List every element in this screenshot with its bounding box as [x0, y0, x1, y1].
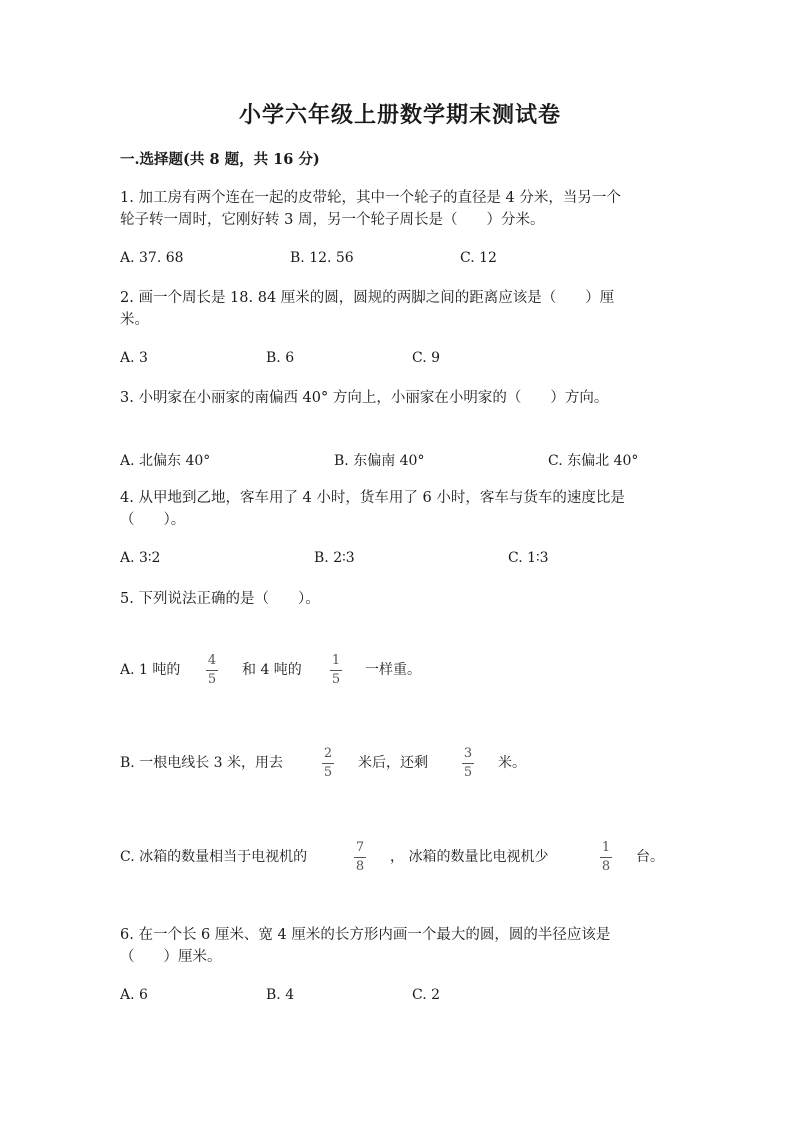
question-5-option-a-prefix: A. 1 吨的: [120, 662, 181, 678]
question-5-line1: 5. 下列说法正确的是（ ）。: [120, 591, 320, 607]
fraction-denominator: 8: [355, 859, 365, 874]
question-3-option-b: B. 东偏南 40°: [334, 453, 425, 469]
fraction-numerator: 4: [207, 653, 217, 668]
question-5-option-b-prefix: B. 一根电线长 3 米，用去: [120, 755, 283, 771]
question-5-option-b-mid: 米后，还剩: [358, 755, 428, 771]
fraction-numerator: 1: [331, 653, 341, 668]
question-4-option-b: B. 2∶3: [314, 550, 355, 566]
fraction-bar: [354, 857, 366, 858]
question-5-option-c-suffix: 台。: [636, 849, 664, 865]
question-1-text: [120, 187, 621, 231]
fraction-numerator: 1: [601, 840, 611, 855]
fraction-denominator: 5: [207, 672, 217, 687]
question-3-line1: 3. 小明家在小丽家的南偏西 40° 方向上，小丽家在小明家的（ ）方向。: [120, 390, 609, 406]
question-6-text: [120, 924, 610, 968]
question-2-line2: 米。: [120, 312, 149, 328]
fraction: [329, 654, 343, 687]
fraction-numerator: 7: [355, 840, 365, 855]
question-5-option-a-mid: 和 4 吨的: [242, 662, 302, 678]
question-5-option-b-suffix: 米。: [498, 755, 526, 771]
question-1-option-c: C. 12: [460, 250, 497, 266]
question-3-option-a: A. 北偏东 40°: [120, 453, 211, 469]
fraction-denominator: 5: [323, 765, 333, 780]
fraction-bar: [600, 857, 612, 858]
fraction-bar: [206, 670, 218, 671]
fraction: [461, 747, 475, 780]
question-2-option-c: C. 9: [412, 350, 441, 366]
question-2-line1: 2. 画一个周长是 18. 84 厘米的圆，圆规的两脚之间的距离应该是（ ）厘: [120, 290, 615, 306]
question-4-line2: （ ）。: [120, 512, 186, 528]
fraction-bar: [322, 763, 334, 764]
question-6-option-a: A. 6: [120, 987, 148, 1003]
fraction-numerator: 2: [323, 746, 333, 761]
question-6-line2: （ ）厘米。: [120, 949, 222, 965]
question-2-option-b: B. 6: [266, 350, 295, 366]
fraction-denominator: 5: [331, 672, 341, 687]
question-1-option-b: B. 12. 56: [290, 250, 354, 266]
fraction-denominator: 5: [463, 765, 473, 780]
question-1-line1: 1. 加工房有两个连在一起的皮带轮，其中一个轮子的直径是 4 分米，当另一个: [120, 190, 621, 206]
question-2-text: [120, 287, 614, 331]
fraction-numerator: 3: [463, 746, 473, 761]
question-6-line1: 6. 在一个长 6 厘米、宽 4 厘米的长方形内画一个最大的圆，圆的半径应该是: [120, 927, 611, 943]
fraction-bar: [462, 763, 474, 764]
question-1-line2: 轮子转一周时，它刚好转 3 周，另一个轮子周长是（ ）分米。: [120, 212, 545, 228]
question-5-option-a-suffix: 一样重。: [365, 662, 421, 678]
question-3-option-c: C. 东偏北 40°: [548, 453, 639, 469]
question-1-option-a: A. 37. 68: [120, 250, 184, 266]
question-4-text: [120, 487, 625, 531]
section-heading: 一.选择题(共 8 题，共 16 分): [120, 151, 320, 168]
fraction: [205, 654, 219, 687]
fraction: [353, 841, 367, 874]
question-3-text: [120, 387, 608, 409]
page-title: 小学六年级上册数学期末测试卷: [238, 102, 561, 128]
question-4-option-a: A. 3∶2: [120, 550, 161, 566]
question-4-line1: 4. 从甲地到乙地，客车用了 4 小时，货车用了 6 小时，客车与货车的速度比是: [120, 490, 625, 506]
question-5-option-c-prefix: C. 冰箱的数量相当于电视机的: [120, 849, 308, 865]
fraction-bar: [330, 670, 342, 671]
fraction: [599, 841, 613, 874]
question-4-option-c: C. 1∶3: [508, 550, 549, 566]
question-2-option-a: A. 3: [120, 350, 148, 366]
fraction: [321, 747, 335, 780]
question-6-option-b: B. 4: [266, 987, 295, 1003]
question-5-text: [120, 588, 320, 610]
question-5-option-c-mid: ， 冰箱的数量比电视机少: [390, 849, 549, 865]
fraction-denominator: 8: [601, 859, 611, 874]
question-6-option-c: C. 2: [412, 987, 441, 1003]
